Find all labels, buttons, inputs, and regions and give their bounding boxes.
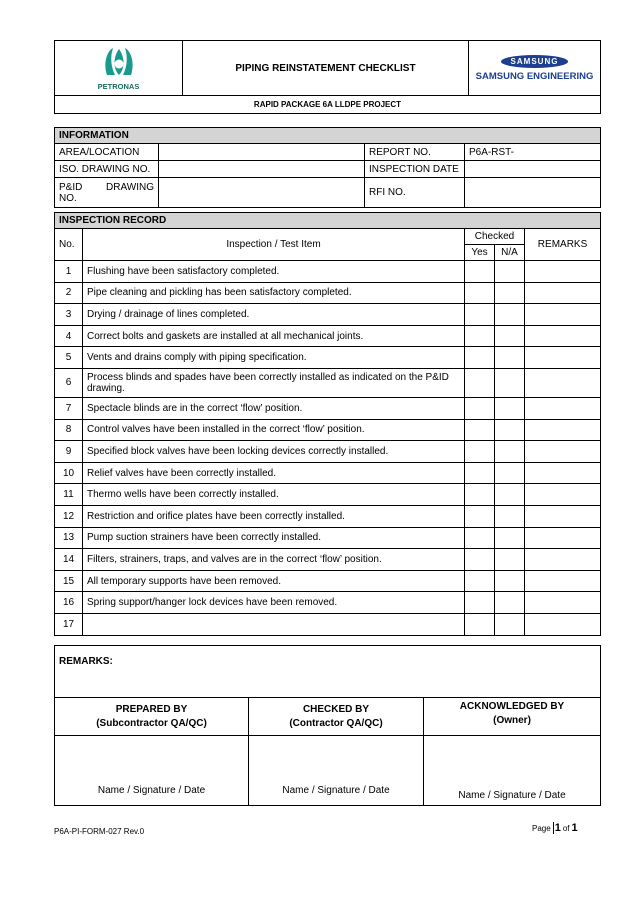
area-location-field[interactable]: [159, 144, 365, 161]
item-na-checkbox[interactable]: [495, 570, 525, 592]
item-yes-checkbox[interactable]: [465, 325, 495, 347]
form-number: P6A-PI-FORM-027 Rev.0: [54, 827, 145, 836]
checked-by-header: [249, 698, 424, 736]
page-indicator: [532, 822, 578, 834]
item-remarks-field[interactable]: [525, 462, 601, 484]
item-text: Process blinds and spades have been correctly installed as indicated on the P&ID drawing.: [83, 368, 465, 397]
item-remarks-field[interactable]: [525, 527, 601, 549]
item-yes-checkbox[interactable]: [465, 304, 495, 326]
pid-label-part3: NO.: [59, 192, 77, 204]
item-number: 6: [55, 368, 83, 397]
page-label: Page: [532, 823, 551, 833]
col-remarks-header: REMARKS: [525, 229, 601, 261]
item-yes-checkbox[interactable]: [465, 592, 495, 614]
item-yes-checkbox[interactable]: [465, 505, 495, 527]
acknowledged-by-title: ACKNOWLEDGED BY: [459, 701, 565, 712]
item-number: 3: [55, 304, 83, 326]
item-remarks-field[interactable]: [525, 325, 601, 347]
item-text: Spectacle blinds are in the correct ‘flow’ position.: [83, 397, 465, 419]
item-number: 1: [55, 261, 83, 283]
pid-drawing-field[interactable]: [159, 178, 365, 208]
item-na-checkbox[interactable]: [495, 592, 525, 614]
item-number: 13: [55, 527, 83, 549]
inspection-row: [55, 484, 601, 506]
item-na-checkbox[interactable]: [495, 505, 525, 527]
item-yes-checkbox[interactable]: [465, 282, 495, 304]
item-number: 14: [55, 549, 83, 571]
item-remarks-field[interactable]: [525, 419, 601, 441]
item-number: 10: [55, 462, 83, 484]
item-text: Specified block valves have been locking devices correctly installed.: [83, 441, 465, 463]
item-text: Flushing have been satisfactory completed.: [83, 261, 465, 283]
checked-by-signature[interactable]: Name / Signature / Date: [249, 736, 424, 806]
item-yes-checkbox[interactable]: [465, 261, 495, 283]
item-text: Control valves have been installed in the correct ‘flow’ position.: [83, 419, 465, 441]
item-number: 15: [55, 570, 83, 592]
inspection-row: [55, 505, 601, 527]
item-text: Filters, strainers, traps, and valves are in the correct ‘flow’ position.: [83, 549, 465, 571]
petronas-logo-cell: [55, 41, 183, 96]
page-total: 1: [571, 822, 578, 834]
item-remarks-field[interactable]: [525, 441, 601, 463]
item-text: All temporary supports have been removed.: [83, 570, 465, 592]
item-text: Restriction and orifice plates have been correctly installed.: [83, 505, 465, 527]
item-na-checkbox[interactable]: [495, 441, 525, 463]
acknowledged-by-header: [424, 698, 601, 736]
item-number: 9: [55, 441, 83, 463]
inspection-row: [55, 347, 601, 369]
inspection-row: [55, 592, 601, 614]
item-yes-checkbox[interactable]: [465, 419, 495, 441]
item-number: 2: [55, 282, 83, 304]
form-title: PIPING REINSTATEMENT CHECKLIST: [183, 41, 469, 96]
project-name: RAPID PACKAGE 6A LLDPE PROJECT: [55, 96, 601, 114]
samsung-logo-text: SAMSUNG ENGINEERING: [475, 70, 594, 82]
item-text: Spring support/hanger lock devices have been removed.: [83, 592, 465, 614]
item-number: 11: [55, 484, 83, 506]
item-text: [83, 613, 465, 635]
item-text: Relief valves have been correctly installed.: [83, 462, 465, 484]
page-of: of: [562, 823, 570, 833]
prepared-by-sub: (Subcontractor QA/QC): [96, 718, 207, 729]
item-yes-checkbox[interactable]: [465, 484, 495, 506]
acknowledged-by-signature[interactable]: Name / Signature / Date: [424, 736, 601, 806]
inspection-table: [54, 212, 601, 636]
item-text: Pump suction strainers have been correctly installed.: [83, 527, 465, 549]
checked-by-title: CHECKED BY: [302, 704, 370, 715]
pid-label-part2: DRAWING: [106, 181, 154, 193]
item-na-checkbox[interactable]: [495, 484, 525, 506]
remarks-label[interactable]: REMARKS:: [55, 646, 601, 698]
item-number: 7: [55, 397, 83, 419]
item-na-checkbox[interactable]: [495, 527, 525, 549]
item-remarks-field[interactable]: [525, 261, 601, 283]
iso-drawing-label: ISO. DRAWING NO.: [55, 161, 159, 178]
item-remarks-field[interactable]: [525, 613, 601, 635]
acknowledged-by-sub: (Owner): [493, 715, 531, 726]
item-number: 8: [55, 419, 83, 441]
inspection-row: [55, 570, 601, 592]
prepared-by-header: [55, 698, 249, 736]
item-na-checkbox[interactable]: [495, 261, 525, 283]
item-remarks-field[interactable]: [525, 570, 601, 592]
inspection-row: [55, 325, 601, 347]
information-table: [54, 127, 601, 208]
item-yes-checkbox[interactable]: [465, 527, 495, 549]
item-yes-checkbox[interactable]: [465, 441, 495, 463]
item-yes-checkbox[interactable]: [465, 613, 495, 635]
item-na-checkbox[interactable]: [495, 419, 525, 441]
item-remarks-field[interactable]: [525, 484, 601, 506]
col-na-header: N/A: [495, 245, 525, 261]
inspection-date-field[interactable]: [465, 161, 601, 178]
item-na-checkbox[interactable]: [495, 347, 525, 369]
item-number: 16: [55, 592, 83, 614]
report-no-value[interactable]: P6A-RST-: [465, 144, 601, 161]
item-na-checkbox[interactable]: [495, 549, 525, 571]
item-yes-checkbox[interactable]: [465, 368, 495, 397]
inspection-row: [55, 261, 601, 283]
col-item-header: Inspection / Test Item: [83, 229, 465, 261]
item-text: Vents and drains comply with piping specification.: [83, 347, 465, 369]
rfi-no-field[interactable]: [465, 178, 601, 208]
item-text: Correct bolts and gaskets are installed at all mechanical joints.: [83, 325, 465, 347]
item-yes-checkbox[interactable]: [465, 347, 495, 369]
pid-label-part1: P&ID: [59, 181, 83, 193]
item-na-checkbox[interactable]: [495, 304, 525, 326]
pid-drawing-label: [55, 178, 159, 208]
item-number: 12: [55, 505, 83, 527]
remarks-signature-table: [54, 645, 601, 806]
item-text: Pipe cleaning and pickling has been satisfactory completed.: [83, 282, 465, 304]
prepared-by-title: PREPARED BY: [115, 704, 188, 715]
item-yes-checkbox[interactable]: [465, 570, 495, 592]
inspection-row: [55, 549, 601, 571]
item-na-checkbox[interactable]: [495, 397, 525, 419]
information-heading: INFORMATION: [55, 128, 601, 144]
inspection-row: [55, 441, 601, 463]
prepared-by-signature[interactable]: Name / Signature / Date: [55, 736, 249, 806]
col-checked-header: Checked: [465, 229, 525, 245]
item-remarks-field[interactable]: [525, 368, 601, 397]
item-na-checkbox[interactable]: [495, 462, 525, 484]
item-text: Thermo wells have been correctly installed.: [83, 484, 465, 506]
item-remarks-field[interactable]: [525, 347, 601, 369]
item-yes-checkbox[interactable]: [465, 462, 495, 484]
item-yes-checkbox[interactable]: [465, 397, 495, 419]
page-current: 1: [554, 822, 561, 834]
item-text: Drying / drainage of lines completed.: [83, 304, 465, 326]
samsung-logo-icon: SAMSUNG: [501, 55, 569, 68]
iso-drawing-field[interactable]: [159, 161, 365, 178]
rfi-no-label: RFI NO.: [365, 178, 465, 208]
inspection-row: [55, 613, 601, 635]
inspection-date-label: INSPECTION DATE: [365, 161, 465, 178]
item-na-checkbox[interactable]: [495, 368, 525, 397]
item-yes-checkbox[interactable]: [465, 549, 495, 571]
inspection-row: [55, 527, 601, 549]
petronas-logo-text: PETRONAS: [97, 82, 140, 91]
header-table: [54, 40, 601, 114]
col-no-header: No.: [55, 229, 83, 261]
item-na-checkbox[interactable]: [495, 325, 525, 347]
item-remarks-field[interactable]: [525, 304, 601, 326]
inspection-row: [55, 282, 601, 304]
item-remarks-field[interactable]: [525, 282, 601, 304]
inspection-row: [55, 462, 601, 484]
item-na-checkbox[interactable]: [495, 282, 525, 304]
area-location-label: AREA/LOCATION: [55, 144, 159, 161]
inspection-row: [55, 304, 601, 326]
inspection-heading: INSPECTION RECORD: [55, 213, 601, 229]
item-number: 5: [55, 347, 83, 369]
item-number: 17: [55, 613, 83, 635]
item-na-checkbox[interactable]: [495, 613, 525, 635]
petronas-logo-icon: [101, 45, 137, 81]
checked-by-sub: (Contractor QA/QC): [289, 718, 383, 729]
inspection-row: [55, 397, 601, 419]
samsung-logo-cell: [469, 41, 601, 96]
item-remarks-field[interactable]: [525, 592, 601, 614]
item-remarks-field[interactable]: [525, 397, 601, 419]
item-number: 4: [55, 325, 83, 347]
inspection-row: [55, 419, 601, 441]
report-no-label: REPORT NO.: [365, 144, 465, 161]
inspection-row: [55, 368, 601, 397]
item-remarks-field[interactable]: [525, 549, 601, 571]
item-remarks-field[interactable]: [525, 505, 601, 527]
col-yes-header: Yes: [465, 245, 495, 261]
